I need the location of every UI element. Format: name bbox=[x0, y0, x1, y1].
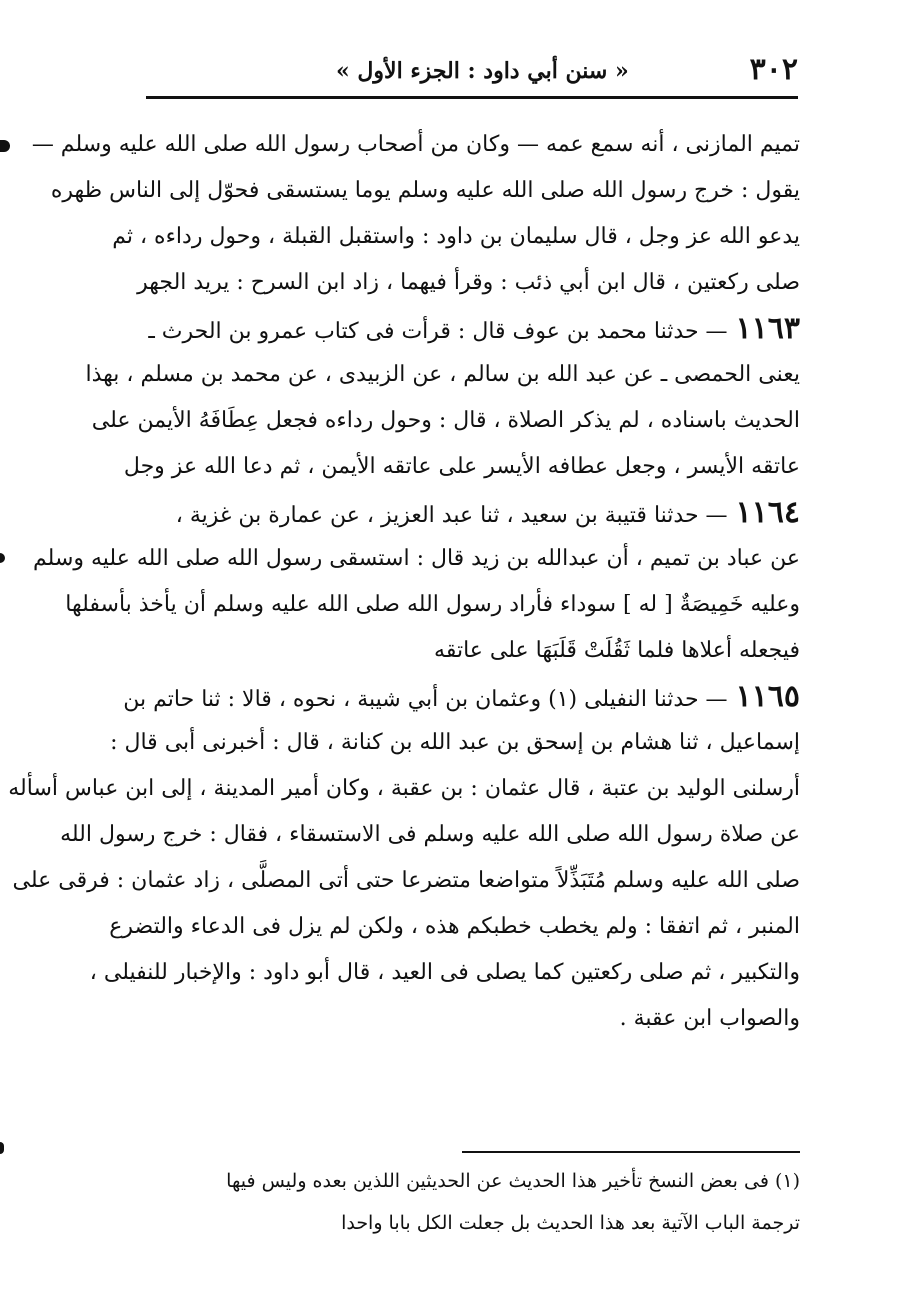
hadith-number: ١١٦٥ bbox=[735, 679, 800, 714]
hadith-1164-line bbox=[132, 490, 800, 536]
text-line: — حدثنا محمد بن عوف قال : قرأت فى كتاب عمرو بن الحرث ـ bbox=[148, 319, 728, 344]
text-line: يقول : خرج رسول الله صلى الله عليه وسلم يوما يستسقى فحوّل إلى الناس ظهره bbox=[50, 178, 800, 203]
header-divider bbox=[146, 96, 798, 99]
scan-margin-mark bbox=[0, 1142, 4, 1154]
footnote-divider bbox=[462, 1151, 800, 1153]
text-line: عاتقه الأيسر ، وجعل عطافه الأيسر على عاتقه الأيمن ، ثم دعا الله عز وجل bbox=[123, 454, 800, 479]
text-line: يعنى الحمصى ـ عن عبد الله بن سالم ، عن الزبيدى ، عن محمد بن مسلم ، بهذا bbox=[85, 362, 800, 387]
footnote-line: (١) فى بعض النسخ تأخير هذا الحديث عن الحديثين اللذين بعده وليس فيها bbox=[226, 1170, 800, 1192]
hadith-1163-line bbox=[132, 306, 800, 352]
footnote-line: ترجمة الباب الآتية بعد هذا الحديث بل جعلت الكل بابا واحدا bbox=[341, 1212, 800, 1234]
text-line: فيجعله أعلاها فلما ثَقُلَتْ قَلَبَهَا على عاتقه bbox=[434, 638, 800, 663]
main-text bbox=[8, 122, 800, 1042]
page-header bbox=[148, 48, 798, 94]
text-line: عن عباد بن تميم ، أن عبدالله بن زيد قال : استسقى رسول الله صلى الله عليه وسلم bbox=[33, 546, 800, 571]
hadith-number: ١١٦٣ bbox=[735, 311, 800, 346]
scan-margin-mark bbox=[0, 140, 10, 152]
text-line: الحديث باسناده ، لم يذكر الصلاة ، قال : وحول رداءه فجعل عِطَافَهُ الأيمن على bbox=[91, 408, 800, 433]
text-line: والصواب ابن عقبة . bbox=[619, 1006, 800, 1031]
text-line: وعليه خَمِيصَةٌ [ له ] سوداء فأراد رسول الله صلى الله عليه وسلم أن يأخذ بأسفلها bbox=[65, 592, 800, 617]
text-line: المنبر ، ثم اتفقا : ولم يخطب خطبكم هذه ، ولكن لم يزل فى الدعاء والتضرع bbox=[109, 914, 800, 939]
text-line: عن صلاة رسول الله صلى الله عليه وسلم فى الاستسقاء ، فقال : خرج رسول الله bbox=[60, 822, 800, 847]
text-line: — حدثنا قتيبة بن سعيد ، ثنا عبد العزيز ، عن عمارة بن غزية ، bbox=[175, 503, 728, 528]
text-line: صلى الله عليه وسلم مُتَبَذِّلاً متواضعا متضرعا حتى أتى المصلَّى ، زاد عثمان : فرقى على bbox=[12, 868, 800, 893]
footnotes bbox=[200, 1160, 800, 1244]
text-line: — حدثنا النفيلى (١) وعثمان بن أبي شيبة ، نحوه ، قالا : ثنا حاتم بن bbox=[123, 687, 728, 712]
page-number: ٣٠٢ bbox=[749, 52, 798, 87]
text-line: تميم المازنى ، أنه سمع عمه — وكان من أصحاب رسول الله صلى الله عليه وسلم — bbox=[31, 132, 800, 157]
hadith-1165-line bbox=[123, 674, 800, 720]
running-title: « سنن أبي داود : الجزء الأول » bbox=[336, 58, 629, 84]
text-line: أرسلنى الوليد بن عتبة ، قال عثمان : بن عقبة ، وكان أمير المدينة ، إلى ابن عباس أسأله bbox=[8, 776, 800, 801]
text-line: يدعو الله عز وجل ، قال سليمان بن داود : واستقبل القبلة ، وحول رداءه ، ثم bbox=[112, 224, 800, 249]
text-line: والتكبير ، ثم صلى ركعتين كما يصلى فى العيد ، قال أبو داود : والإخبار للنفيلى ، bbox=[89, 960, 800, 985]
scan-margin-mark bbox=[0, 553, 5, 563]
hadith-number: ١١٦٤ bbox=[735, 495, 800, 530]
text-line: صلى ركعتين ، قال ابن أبي ذئب : وقرأ فيهما ، زاد ابن السرح : يريد الجهر bbox=[137, 270, 800, 295]
text-line: إسماعيل ، ثنا هشام بن إسحق بن عبد الله بن كنانة ، قال : أخبرنى أبى قال : bbox=[110, 730, 800, 755]
